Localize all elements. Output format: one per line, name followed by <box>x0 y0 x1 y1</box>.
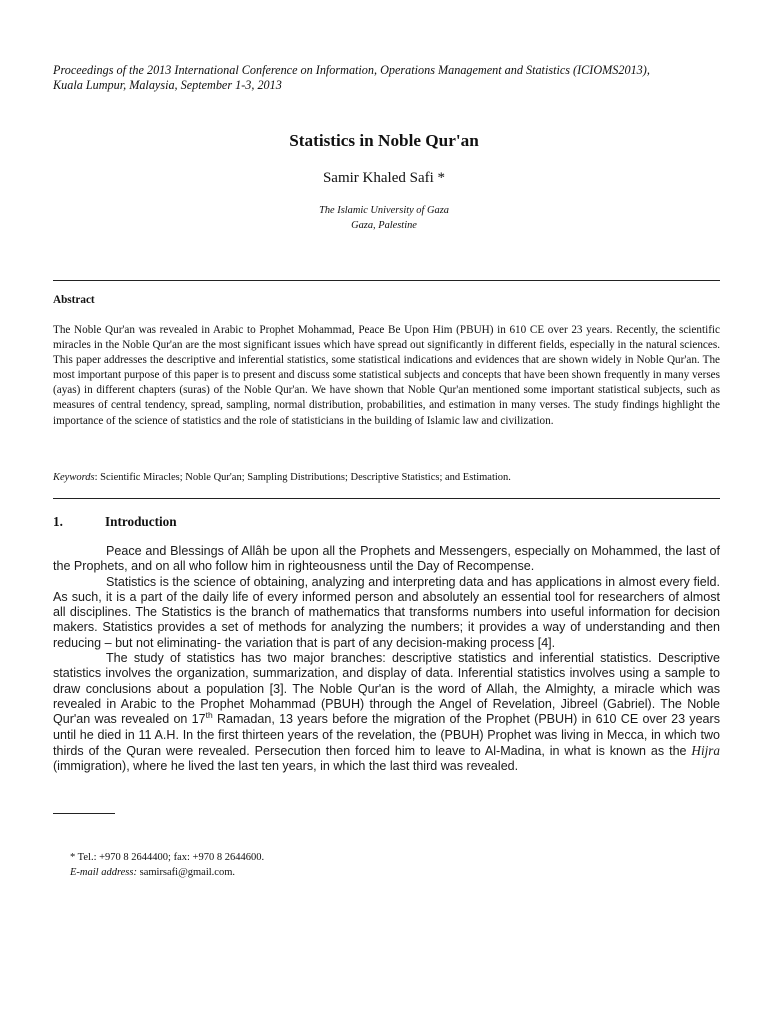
intro-paragraph-3-part-b: Ramadan, 13 years before the migration of the Prophet (PBUH) in 610 CE over 23 years until he died in 11 A.H. In the first thirteen years of the revelation, the (PBUH) Prophet was living in Mecca, in which two thirds of the Quran were revealed. Persecution then forced him to leave to Al-Madina, in what is known as the <box>53 712 720 758</box>
affiliation-line-2: Gaza, Palestine <box>351 220 417 231</box>
footnote <box>70 850 710 880</box>
footnote-email-line <box>70 865 710 880</box>
hijra-term: Hijra <box>691 742 720 758</box>
footnote-separator <box>53 813 115 814</box>
abstract-heading: Abstract <box>53 294 95 306</box>
section-number: 1. <box>53 514 63 529</box>
introduction-body <box>53 544 720 774</box>
abstract-bottom-rule <box>53 498 720 499</box>
intro-paragraph-3 <box>53 651 720 774</box>
intro-paragraph-3-part-a: The study of statistics has two major branches: descriptive statistics and inferential statistics. Descriptive statistics involves the organization, summarization, and display of data. Inferential statistics involves using a sample to draw conclusions about a population [3]. The Noble Qur'an is the word of Allah, the Almighty, a miracle which was revealed in Arabic to the Prophet Mohammad (PBUH) through the Angel of Revelation, Jibreel (Gabriel). The Noble Qur'an was revealed on 17 <box>53 651 720 727</box>
proceedings-line-2: Kuala Lumpur, Malaysia, September 1-3, 2013 <box>53 78 282 92</box>
abstract-text: The Noble Qur'an was revealed in Arabic to Prophet Mohammad, Peace Be Upon Him (PBUH) in 610 CE over 23 years. Recently, the scientific miracles in the Noble Qur'an are the most significant issues which have spread out significantly in different fields, especially in the natural sciences. This paper addresses the descriptive and inferential statistics, some statistical indications and evidences that are shown widely in Noble Qur'an. The most important purpose of this paper is to present and discuss some statistical subjects and concepts that have been shown frequently in many verses (ayas) in different chapters (suras) of the Noble Qur'an. We have shown that Noble Qur'an mentioned some important statistical subjects, such as measures of central tendency, spread, sampling, normal distribution, probabilities, and estimation in many verses. The study findings highlight the importance of the science of statistics and the role of statisticians in the building of Islamic law and civilization. <box>53 324 720 427</box>
author-name: Samir Khaled Safi * <box>322 170 446 186</box>
email-address: samirsafi@gmail.com. <box>136 867 236 878</box>
affiliation-line-1: The Islamic University of Gaza <box>319 205 449 216</box>
keywords-text: : Scientific Miracles; Noble Qur'an; Sampling Distributions; Descriptive Statistics; and Estimation. <box>94 472 511 483</box>
keywords <box>53 472 720 483</box>
author-affiliation <box>0 203 768 233</box>
proceedings-header <box>53 63 713 93</box>
intro-paragraph-1: Peace and Blessings of Allâh be upon all the Prophets and Messengers, especially on Mohammed, the last of the Prophets, and on all who follow him in righteousness until the Day of Recompense. <box>53 544 720 574</box>
ordinal-superscript: th <box>205 710 213 721</box>
section-heading <box>53 514 177 530</box>
footnote-contact: * Tel.: +970 8 2644400; fax: +970 8 2644600. <box>70 852 265 863</box>
proceedings-line-1: Proceedings of the 2013 International Conference on Information, Operations Management and Statistics (ICIOMS2013), <box>53 63 650 77</box>
intro-paragraph-3-part-c: (immigration), where he lived the last ten years, in which the last third was revealed. <box>53 759 519 774</box>
abstract-top-rule <box>53 280 720 281</box>
paper-title: Statistics in Noble Qur'an <box>289 131 479 150</box>
email-label: E-mail address: <box>70 867 137 878</box>
keywords-label: Keywords <box>53 472 95 483</box>
section-title: Introduction <box>105 514 177 529</box>
intro-paragraph-2: Statistics is the science of obtaining, analyzing and interpreting data and has applications in almost every field. As such, it is a part of the daily life of every informed person and absolutely an essential tool for researchers of almost all disciplines. The Statistics is the branch of mathematics that transforms numbers into useful information for decision makers. Statistics provides a set of methods for analyzing the numbers; it provides a way of understanding and then reducing – but not eliminating- the variation that is part of any decision-making process [4]. <box>53 574 720 650</box>
